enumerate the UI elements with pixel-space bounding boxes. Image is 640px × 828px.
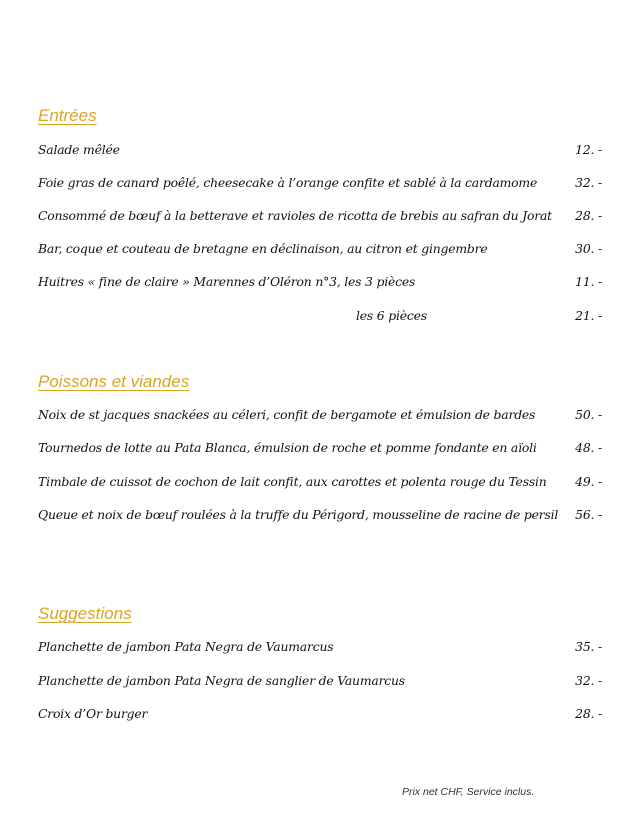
menu-item-price: 32. -: [575, 175, 602, 190]
menu-item-name: Croix d’Or burger: [38, 706, 148, 721]
menu-item-tournedos-lotte: [38, 440, 602, 460]
menu-item-name: Huitres « fine de claire » Marennes d’Oléron n°3, les 3 pièces: [38, 274, 416, 289]
menu-item-name: Timbale de cuissot de cochon de lait confit, aux carottes et polenta rouge du Tessin: [38, 474, 547, 489]
menu-item-price: 12. -: [575, 142, 602, 157]
menu-item-price: 56. -: [575, 507, 602, 522]
section-title-suggestions: Suggestions: [38, 604, 132, 623]
section-title-entrees: Entrées: [38, 106, 97, 125]
menu-item-salade-melee: [38, 142, 602, 162]
menu-item-croix-dor-burger: [38, 706, 602, 726]
menu-item-name: Salade mêlée: [38, 142, 120, 157]
footer-price-note: Prix net CHF, Service inclus.: [402, 786, 535, 798]
menu-item-consomme: [38, 208, 602, 228]
section-title-poissons-et-viandes: Poissons et viandes: [38, 372, 190, 391]
menu-item-price: 28. -: [575, 208, 602, 223]
menu-item-name: Planchette de jambon Pata Negra de Vaumarcus: [38, 639, 334, 654]
menu-item-price: 30. -: [575, 241, 602, 256]
menu-item-timbale-cochon: [38, 474, 602, 494]
menu-item-name: Foie gras de canard poêlé, cheesecake à l’orange confite et sablé à la cardamome: [38, 175, 538, 190]
menu-item-name: Bar, coque et couteau de bretagne en déclinaison, au citron et gingembre: [38, 241, 488, 256]
menu-item-price: 35. -: [575, 639, 602, 654]
menu-item-price: 11. -: [575, 274, 602, 289]
menu-item-foie-gras: [38, 175, 602, 195]
menu-item-price: 50. -: [575, 407, 602, 422]
menu-item-huitres-3: [38, 274, 602, 294]
menu-item-planchette-sanglier: [38, 673, 602, 693]
menu-item-price: 49. -: [575, 474, 602, 489]
menu-item-price: 21. -: [575, 308, 602, 323]
menu-item-name: Noix de st jacques snackées au céleri, confit de bergamote et émulsion de bardes: [38, 407, 536, 422]
menu-item-price: 28. -: [575, 706, 602, 721]
menu-item-name: Queue et noix de bœuf roulées à la truffe du Périgord, mousseline de racine de persil: [38, 507, 559, 522]
menu-item-planchette-jambon: [38, 639, 602, 659]
menu-item-name: Tournedos de lotte au Pata Blanca, émulsion de roche et pomme fondante en aïoli: [38, 440, 537, 455]
menu-item-bar: [38, 241, 602, 261]
menu-item-st-jacques: [38, 407, 602, 427]
menu-item-huitres-6: [38, 308, 602, 328]
menu-item-name: les 6 pièces: [356, 308, 427, 323]
menu-item-queue-noix-boeuf: [38, 507, 602, 527]
menu-item-name: Consommé de bœuf à la betterave et ravioles de ricotta de brebis au safran du Jorat: [38, 208, 552, 223]
menu-item-price: 48. -: [575, 440, 602, 455]
menu-item-name: Planchette de jambon Pata Negra de sanglier de Vaumarcus: [38, 673, 405, 688]
menu-item-price: 32. -: [575, 673, 602, 688]
